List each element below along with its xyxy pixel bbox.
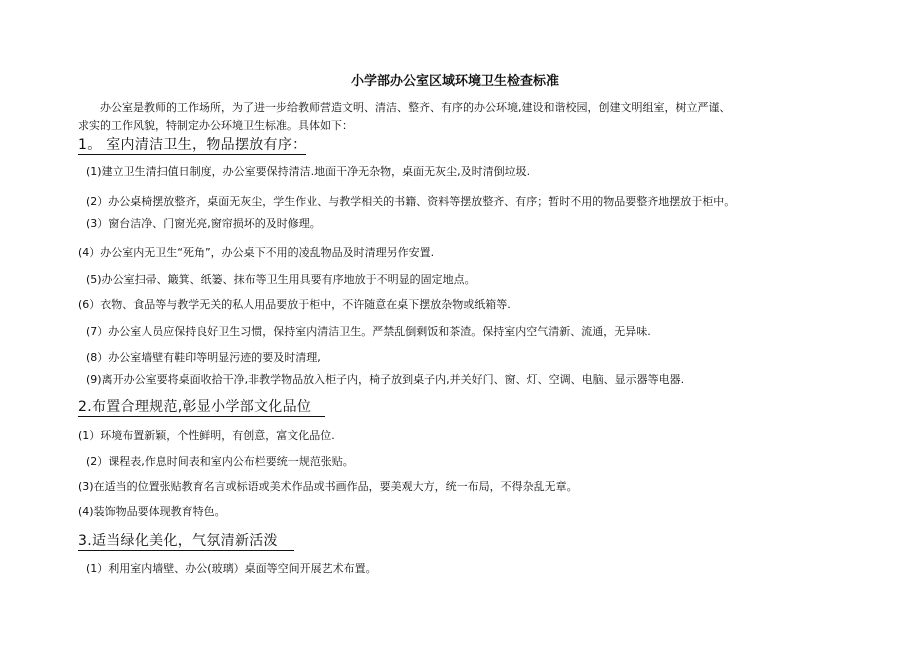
list-item: (2）办公桌椅摆放整齐，桌面无灰尘，学生作业、与教学相关的书籍、资料等摆放整齐、有序；暂时不用的物品要整齐地摆放于柜中。	[86, 195, 736, 208]
list-item: (2）课程表,作息时间表和室内公布栏要统一规范张贴。	[86, 455, 354, 468]
section-heading-2	[78, 398, 325, 416]
document-title: 小学部办公室区域环境卫生检查标准	[351, 74, 560, 89]
list-item: (4）办公室内无卫生“死角”，办公桌下不用的凌乱物品及时清理另作安置.	[78, 246, 435, 259]
list-item: (5)办公室扫帚、簸箕、纸篓、抹布等卫生用具要有序地放于不明显的固定地点。	[86, 273, 476, 286]
list-item: (1)建立卫生清扫值日制度，办公室要保持清洁.地面干净无杂物，桌面无灰尘,及时清倒垃圾.	[86, 165, 531, 178]
list-item: (6）衣物、食品等与教学无关的私人用品要放于柜中，不许随意在桌下摆放杂物或纸箱等.	[78, 298, 511, 311]
list-item: (3)在适当的位置张贴教育名言或标语或美术作品或书画作品，要美观大方，统一布局，不得杂乱无章。	[78, 480, 578, 493]
list-item: (1）利用室内墙壁、办公(玻璃）桌面等空间开展艺术布置。	[86, 562, 377, 575]
section-heading-text: 1。 室内清洁卫生，物品摆放有序：	[78, 137, 307, 153]
list-item: (9)离开办公室要将桌面收拾干净,非教学物品放入柜子内，椅子放到桌子内,并关好门、窗、灯、空调、电脑、显示器等电器.	[86, 373, 685, 386]
list-item: (8）办公室墙壁有鞋印等明显污迹的要及时清理,	[86, 351, 321, 364]
intro-line-1: 办公室是教师的工作场所，为了进一步给教师营造文明、清洁、整齐、有序的办公环境,建设和谐校园，创建文明组室，树立严谨、	[100, 101, 731, 114]
list-item: (3）窗台洁净、门窗光亮,窗帘损坏的及时修理。	[86, 217, 321, 230]
section-heading-1	[78, 136, 306, 154]
list-item: (4)装饰物品要体现教育特色。	[78, 505, 226, 518]
list-item: (7）办公室人员应保持良好卫生习惯，保持室内清洁卫生。严禁乱倒剩饭和茶渣。保持室内空气清新、流通，无异味.	[86, 325, 651, 338]
list-item: (1）环境布置新颖，个性鲜明，有创意，富文化品位.	[78, 429, 335, 442]
section-heading-3	[78, 532, 294, 550]
section-heading-text: 2.布置合理规范,彰显小学部文化品位	[78, 399, 325, 417]
section-heading-text: 3.适当绿化美化，气氛清新活泼	[78, 533, 294, 551]
intro-line-2: 求实的工作风貌，特制定办公环境卫生标准。具体如下：	[78, 119, 353, 132]
